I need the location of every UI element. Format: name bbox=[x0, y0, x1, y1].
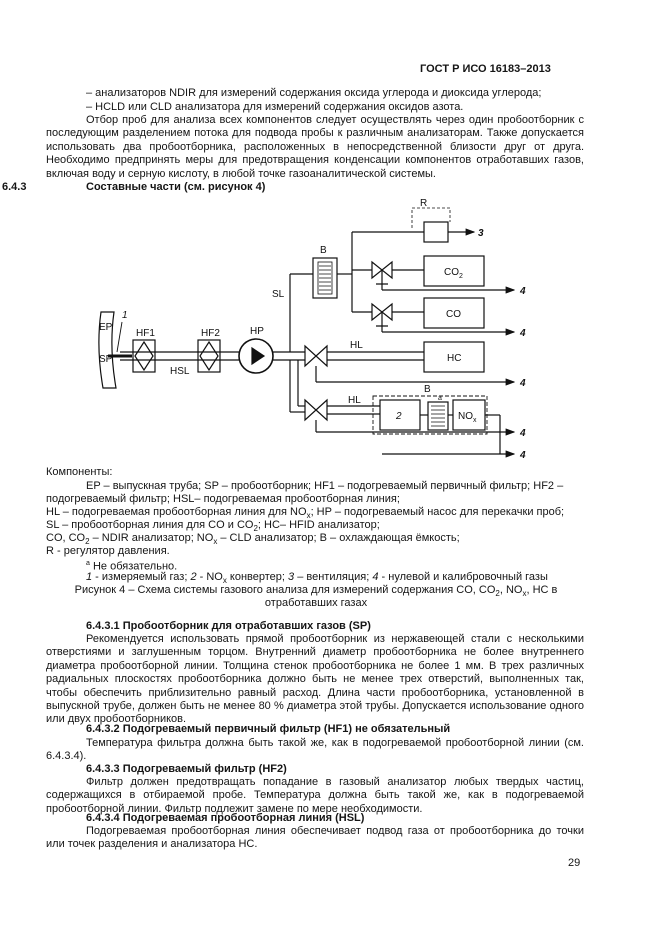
section-643-number: 6.4.3 bbox=[2, 181, 27, 193]
label-hf1: HF1 bbox=[136, 328, 155, 339]
section-6432-text: Температура фильтра должна быть такой же, как в подогреваемой пробоотборной линии (см. 6.4.3.4). bbox=[46, 737, 584, 763]
components-line-1: EP – выпускная труба; SP – пробоотборник; HF1 – подогреваемый первичный фильтр; HF2 – bbox=[86, 480, 564, 492]
page-number: 29 bbox=[568, 857, 581, 869]
components-line-2: подогреваемый фильтр; HSL– подогреваемая пробоотборная линия; bbox=[46, 493, 400, 505]
legend-numbers: 1 - измеряемый газ; $2 - NO_x$ конвертер; 3 – вентиляция; 4 - нулевой и калибровочный газы bbox=[86, 571, 548, 586]
section-643-title: Составные части (см. рисунок 4) bbox=[86, 181, 266, 193]
section-6433-text: Фильтр должен предотвращать попадание в газовый анализатор любых твердых частиц, содержащихся в отбираемой пробе. Температура должна быть такой же, как в подогреваемой пробоотборной линии. Фильтр подлежит замене по мере необходимости. bbox=[46, 776, 584, 815]
pressure-regulator bbox=[424, 222, 448, 242]
label-a: a bbox=[438, 395, 442, 402]
label-two: 2 bbox=[396, 411, 402, 422]
section-6434-title: 6.4.3.4 Подогреваемая пробоотборная линия (HSL) bbox=[86, 812, 365, 824]
components-line-5: CO, $CO_2$ – NDIR анализатор; $NO_x$ – CLD анализатор; B – охлаждающая ёмкость; bbox=[46, 532, 460, 547]
sampling-paragraph: Отбор проб для анализа всех компонентов следует осуществлять через один пробоотборник с последующим разделением потока для подвода пробы к различным анализаторам. Также допускается использовать два пробоотборника, расположенных в непосредственной близости друг от друга. Необходимо предпринять меры для предотвращения конденсации компонентов отработавших газов, включая воду и серную кислоту, в любой точке газоаналитической системы. bbox=[46, 114, 584, 180]
section-6432-title: 6.4.3.2 Подогреваемый первичный фильтр (HF1) не обязательный bbox=[86, 723, 451, 735]
footnote-a: $^a$ Не обязательно. bbox=[86, 560, 178, 573]
section-6434-text: Подогреваемая пробоотборная линия обеспечивает подвод газа от пробоотборника до точки или точек разделения и анализатора HC. bbox=[46, 825, 584, 851]
document-header: ГОСТ Р ИСО 16183–2013 bbox=[420, 63, 551, 75]
bullet-ndir: – анализаторов NDIR для измерений содержания оксида углерода и диоксида углерода; bbox=[86, 87, 542, 99]
components-line-4: SL – пробоотборная линия для CO и $CO_2$; HC– HFID анализатор; bbox=[46, 519, 380, 534]
label-co: CO bbox=[446, 309, 461, 320]
label-hf2: HF2 bbox=[201, 328, 220, 339]
label-r: R bbox=[420, 198, 428, 209]
label-b1: B bbox=[320, 245, 327, 256]
label-four-2: 4 bbox=[520, 328, 526, 339]
label-sl: SL bbox=[272, 289, 285, 300]
components-line-3: HL – подогреваемая пробоотборная линия для $NO_x$; HP – подогреваемый насос для перекачки проб; bbox=[46, 506, 565, 521]
label-sp: SP bbox=[99, 354, 113, 365]
label-four-3: 4 bbox=[520, 378, 526, 389]
label-hp: HP bbox=[250, 326, 264, 337]
label-b2: B bbox=[424, 384, 431, 395]
label-hsl: HSL bbox=[170, 366, 190, 377]
figure-caption-line-1: Рисунок 4 – Схема системы газового анализа для измерений содержания CO, $CO_2$, $NO_x$, HC в bbox=[74, 584, 558, 599]
label-four-5: 4 bbox=[520, 450, 526, 461]
section-6433-title: 6.4.3.3 Подогреваемый фильтр (HF2) bbox=[86, 763, 287, 775]
valve-nox bbox=[305, 400, 327, 420]
label-hl1: HL bbox=[350, 340, 363, 351]
hf1-filter bbox=[133, 340, 155, 372]
label-four-1: 4 bbox=[520, 286, 526, 297]
label-co2: $CO_2$ bbox=[444, 267, 463, 280]
label-one: 1 bbox=[122, 310, 128, 321]
label-three: 3 bbox=[478, 228, 484, 239]
bullet-hcld: – HCLD или CLD анализатора для измерений содержания оксидов азота. bbox=[86, 101, 464, 113]
label-ep: EP bbox=[99, 322, 113, 333]
label-hl2: HL bbox=[348, 395, 361, 406]
components-line-6: R - регулятор давления. bbox=[46, 545, 170, 557]
label-nox: $NO_x$ bbox=[458, 411, 477, 424]
label-four-4: 4 bbox=[520, 428, 526, 439]
hf2-filter bbox=[198, 340, 220, 372]
valve-hc bbox=[305, 346, 327, 366]
section-6431-text: Рекомендуется использовать прямой пробоотборник из нержавеющей стали с несколькими отверстиями и заглушенным торцом. Внутренний диаметр пробоотборника не более внутреннего диаметра пробоотборной линии. Толщина стенок пробоотборника не более 1 мм. В трех различных радиальных плоскостях пробоотборника должно быть не менее трех отверстий, выполненных так, чтобы обеспечить приблизительно равный расход. Длина части пробоотборника, установленной в выпускной трубе, должен быть не менее 80 % диаметра этой трубы. Допускается использование одного или двух пробоотборников. bbox=[46, 633, 584, 726]
section-6431-title: 6.4.3.1 Пробоотборник для отработавших газов (SP) bbox=[86, 620, 371, 632]
label-hc: HC bbox=[447, 353, 462, 364]
components-heading: Компоненты: bbox=[46, 466, 113, 478]
gas-analysis-diagram bbox=[0, 190, 661, 465]
figure-caption-line-2: отработавших газах bbox=[264, 597, 368, 609]
